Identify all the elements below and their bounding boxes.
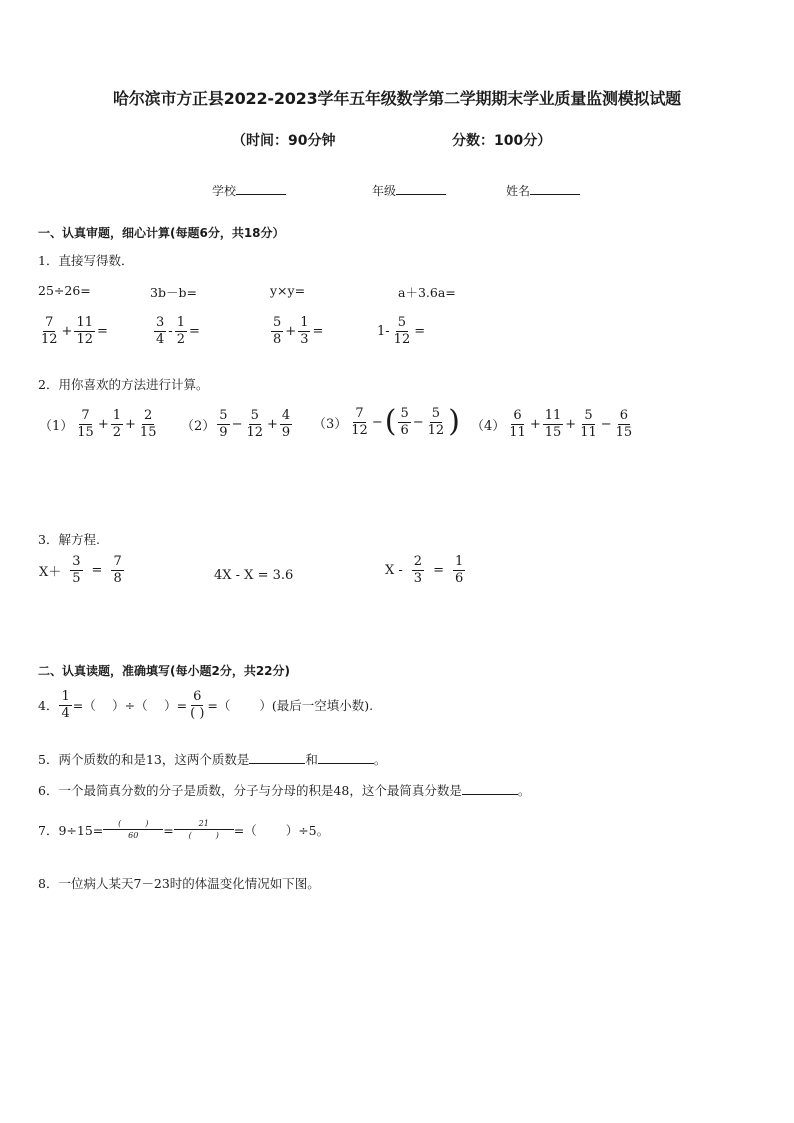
fraction	[280, 409, 292, 439]
name-field[interactable]	[506, 182, 580, 199]
fraction	[298, 316, 310, 346]
operator: X＋	[39, 564, 62, 580]
numerator: 7	[81, 408, 90, 423]
fraction	[39, 316, 60, 346]
text-segment: 5．两个质数的和是13，这两个质数是	[38, 752, 250, 767]
denominator: 15	[544, 424, 562, 440]
denominator: ( )	[190, 705, 205, 721]
fraction	[188, 690, 206, 720]
denominator: 12	[76, 331, 93, 347]
q1-item-8	[376, 316, 426, 346]
operator: =	[433, 562, 444, 578]
denominator: 9	[281, 424, 291, 440]
denominator: 12	[351, 422, 368, 438]
right-paren: )	[448, 404, 460, 440]
name-blank[interactable]	[530, 183, 580, 195]
fraction	[154, 316, 166, 346]
numerator: 5	[400, 406, 409, 421]
operator: −	[371, 414, 383, 430]
numerator: 5	[250, 408, 259, 423]
fraction	[614, 409, 635, 439]
q2-part-2	[180, 409, 293, 439]
operator: =	[312, 323, 324, 339]
section2-heading: 二、认真读题，准确填写(每小题2分，共22分)	[38, 664, 291, 678]
denominator: 6	[400, 422, 409, 438]
q5-blank-1[interactable]	[249, 751, 305, 764]
q3-label: 3．解方程.	[38, 532, 100, 547]
q5-blank-2[interactable]	[318, 751, 374, 764]
q2-part-3	[312, 404, 461, 440]
fraction	[111, 555, 123, 585]
fraction	[74, 316, 95, 346]
q6	[38, 781, 530, 799]
operator: -	[168, 323, 173, 339]
fraction	[217, 409, 229, 439]
denominator: 60	[128, 831, 139, 840]
operator: （2）	[181, 418, 216, 434]
operator: =	[414, 323, 426, 339]
numerator: 11	[76, 315, 93, 330]
fraction	[59, 690, 71, 720]
numerator: 3	[156, 315, 165, 330]
denominator: 4	[156, 331, 165, 347]
operator: =	[188, 323, 200, 339]
numerator: 7	[45, 315, 54, 330]
text-segment: 。	[373, 752, 387, 767]
operator: 1-	[377, 323, 390, 339]
page-title: 哈尔滨市方正县2022-2023学年五年级数学第二学期期末学业质量监测模拟试题	[113, 89, 681, 108]
q4	[38, 690, 373, 720]
denominator: 6	[454, 570, 464, 586]
text-segment: 4．	[38, 698, 59, 714]
fraction	[111, 409, 123, 439]
numerator: 6	[619, 408, 629, 423]
operator: （4）	[471, 418, 506, 434]
school-label: 学校	[212, 184, 237, 198]
numerator: 4	[281, 408, 291, 423]
denominator: 15	[139, 424, 157, 440]
q8: 8．一位病人某天7－23时的体温变化情况如下图。	[38, 876, 320, 891]
fraction	[103, 820, 163, 840]
q1-item-2: 3b－b=	[150, 285, 197, 300]
operator: +	[97, 416, 109, 432]
text-segment: =	[163, 822, 174, 838]
numerator: 5	[397, 315, 407, 330]
exam-time: （时间：90分钟	[232, 133, 336, 149]
denominator: 12	[393, 331, 411, 347]
denominator: ( )	[188, 831, 219, 840]
school-field[interactable]	[212, 182, 286, 199]
operator: =	[97, 323, 108, 339]
operator: +	[529, 416, 541, 432]
numerator: 3	[72, 554, 81, 569]
denominator: 2	[112, 424, 122, 440]
numerator: 1	[454, 554, 464, 569]
fraction	[75, 409, 96, 439]
grade-blank[interactable]	[396, 183, 446, 195]
denominator: 5	[72, 570, 81, 586]
denominator: 8	[113, 570, 122, 586]
operator: −	[600, 416, 612, 432]
denominator: 8	[273, 331, 282, 347]
operator: +	[285, 323, 297, 339]
operator: +	[61, 323, 73, 339]
operator: （3）	[313, 416, 348, 432]
q3-equation-3	[384, 555, 466, 585]
q1-item-3: y×y=	[270, 283, 306, 298]
q5	[38, 750, 386, 768]
text-segment: 。	[517, 783, 531, 798]
text-segment: 和	[305, 752, 318, 767]
denominator: 11	[580, 424, 597, 440]
denominator: 12	[246, 424, 264, 440]
numerator: 2	[144, 408, 153, 423]
fraction	[412, 555, 424, 585]
numerator: 5	[431, 406, 441, 421]
fraction	[138, 409, 159, 439]
fraction	[398, 407, 410, 437]
operator: X -	[385, 562, 403, 578]
fraction	[426, 407, 447, 437]
fraction	[70, 555, 82, 585]
numerator: 11	[544, 408, 562, 423]
grade-label: 年级	[372, 184, 397, 198]
operator: −	[412, 414, 424, 430]
denominator: 9	[219, 424, 228, 440]
numerator: 7	[113, 554, 122, 569]
school-blank[interactable]	[236, 183, 286, 195]
numerator: 7	[355, 406, 364, 421]
denominator: 15	[77, 424, 94, 440]
fraction	[174, 820, 234, 840]
q2-label: 2．用你喜欢的方法进行计算。	[38, 377, 209, 392]
exam-score: 分数：100分）	[452, 133, 552, 149]
q7	[38, 820, 329, 840]
operator: =	[91, 562, 103, 578]
numerator: 21	[174, 820, 234, 830]
name-label: 姓名	[506, 184, 531, 198]
fraction	[271, 316, 283, 346]
q1-item-1: 25÷26=	[38, 283, 91, 298]
operator: +	[565, 416, 577, 432]
q2-part-1	[38, 409, 159, 439]
denominator: 3	[300, 331, 309, 347]
denominator: 4	[61, 705, 70, 721]
fraction	[244, 409, 265, 439]
numerator: 1	[176, 315, 185, 330]
numerator: ( )	[103, 820, 163, 830]
denominator: 12	[41, 331, 58, 347]
denominator: 12	[427, 422, 445, 438]
operator: −	[231, 416, 243, 432]
operator: （1）	[39, 418, 74, 434]
q1-item-7	[270, 316, 324, 346]
grade-field[interactable]	[372, 182, 446, 199]
numerator: 5	[219, 408, 228, 423]
numerator: 1	[112, 408, 122, 423]
numerator: 1	[61, 689, 70, 704]
denominator: 2	[176, 331, 185, 347]
numerator: 1	[300, 315, 309, 330]
operator: +	[125, 416, 136, 432]
q3-equation-2: 4X - X = 3.6	[214, 568, 294, 583]
numerator: 5	[273, 315, 282, 330]
q6-blank[interactable]	[462, 782, 518, 795]
denominator: 3	[413, 570, 423, 586]
left-paren: (	[384, 404, 397, 440]
numerator: 6	[513, 408, 522, 423]
text-segment: =（ ）(最后一空填小数).	[207, 698, 374, 714]
numerator: 2	[413, 554, 423, 569]
fraction	[175, 316, 187, 346]
text-segment: =（ ）÷5。	[233, 823, 330, 838]
fraction	[349, 407, 370, 437]
q3-equation-1	[38, 555, 125, 585]
q2-part-4	[470, 409, 635, 439]
text-segment: 7．9÷15=	[38, 823, 104, 838]
q1-label: 1．直接写得数．	[38, 253, 134, 268]
numerator: 5	[584, 408, 593, 423]
operator: +	[267, 416, 278, 432]
q1-item-6	[153, 316, 201, 346]
fraction	[392, 316, 413, 346]
fraction	[507, 409, 528, 439]
q1-item-5	[38, 316, 109, 346]
denominator: 11	[509, 424, 526, 440]
fraction	[543, 409, 564, 439]
fraction	[578, 409, 599, 439]
numerator: 6	[193, 689, 202, 704]
denominator: 15	[615, 424, 633, 440]
text-segment: =（ ）÷（ ）=	[72, 698, 188, 714]
section1-heading: 一、认真审题，细心计算(每题6分，共18分）	[38, 226, 285, 240]
fraction	[453, 555, 465, 585]
q1-item-4: a＋3.6a=	[398, 285, 456, 300]
text-segment: 6．一个最简真分数的分子是质数，分子与分母的积是48，这个最简真分数是	[38, 783, 462, 798]
